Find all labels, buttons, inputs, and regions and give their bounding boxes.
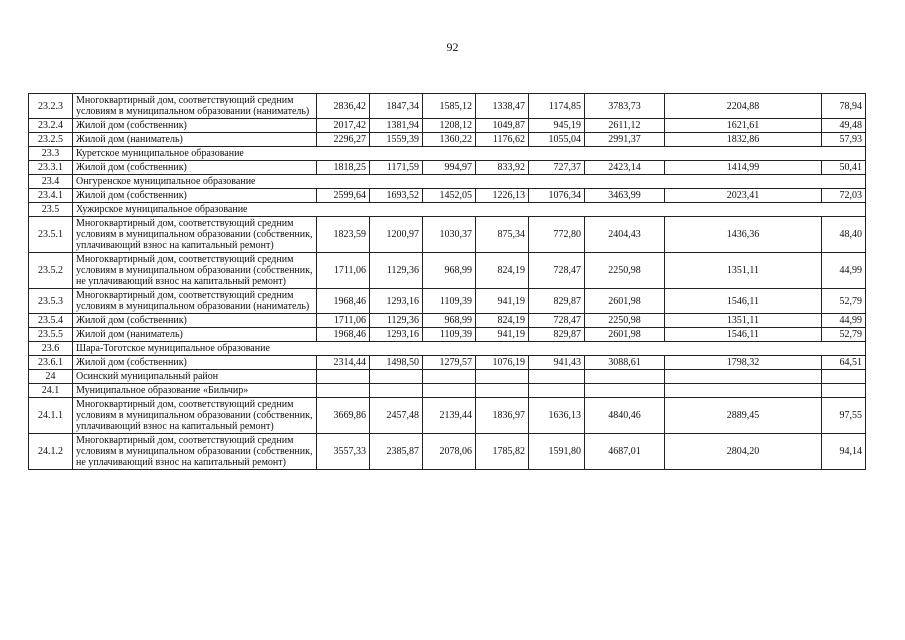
value-cell: 44,99: [822, 314, 866, 328]
row-name: Муниципальное образование «Бильчир»: [73, 384, 317, 398]
value-cell: 2250,98: [585, 314, 665, 328]
row-code: 23.4: [29, 175, 73, 189]
value-cell: 1293,16: [370, 289, 423, 314]
value-cell: 57,93: [822, 133, 866, 147]
value-cell: 3088,61: [585, 356, 665, 370]
value-cell: 3463,99: [585, 189, 665, 203]
value-cell: 1498,50: [370, 356, 423, 370]
value-cell: 941,43: [529, 356, 585, 370]
value-cell: 2804,20: [665, 434, 822, 470]
row-code: 23.5: [29, 203, 73, 217]
value-cell: 968,99: [423, 253, 476, 289]
value-cell: 1381,94: [370, 119, 423, 133]
row-name: Жилой дом (собственник): [73, 161, 317, 175]
value-cell: [423, 384, 476, 398]
value-cell: 1055,04: [529, 133, 585, 147]
row-name: Осинский муниципальный район: [73, 370, 317, 384]
value-cell: 2423,14: [585, 161, 665, 175]
row-name: Куретское муниципальное образование: [73, 147, 866, 161]
value-cell: 48,40: [822, 217, 866, 253]
row-name: Многоквартирный дом, соответствующий средним условиям в муниципальном образовании (собственник, уплачивающий взнос на капитальный ремонт): [73, 217, 317, 253]
value-cell: 1109,39: [423, 328, 476, 342]
value-cell: 1226,13: [476, 189, 529, 203]
value-cell: 833,92: [476, 161, 529, 175]
value-cell: 1591,80: [529, 434, 585, 470]
value-cell: 1109,39: [423, 289, 476, 314]
value-cell: [370, 384, 423, 398]
row-code: 23.2.4: [29, 119, 73, 133]
value-cell: 875,34: [476, 217, 529, 253]
value-cell: 727,37: [529, 161, 585, 175]
table-row: [29, 94, 866, 119]
value-cell: 1293,16: [370, 328, 423, 342]
value-cell: [585, 370, 665, 384]
value-cell: 2611,12: [585, 119, 665, 133]
row-code: 23.6: [29, 342, 73, 356]
row-name: Жилой дом (собственник): [73, 119, 317, 133]
section-row: [29, 147, 866, 161]
row-code: 23.2.5: [29, 133, 73, 147]
row-code: 24.1: [29, 384, 73, 398]
value-cell: 52,79: [822, 289, 866, 314]
row-code: 23.5.1: [29, 217, 73, 253]
value-cell: 1798,32: [665, 356, 822, 370]
row-name: Жилой дом (собственник): [73, 314, 317, 328]
value-cell: 1049,87: [476, 119, 529, 133]
value-cell: 1836,97: [476, 398, 529, 434]
value-cell: 4840,46: [585, 398, 665, 434]
value-cell: 2017,42: [317, 119, 370, 133]
row-code: 23.3.1: [29, 161, 73, 175]
row-code: 23.6.1: [29, 356, 73, 370]
value-cell: 1208,12: [423, 119, 476, 133]
row-name: Многоквартирный дом, соответствующий средним условиям в муниципальном образовании (собственник, не уплачивающий взнос на капитальный ремонт): [73, 253, 317, 289]
value-cell: 1076,34: [529, 189, 585, 203]
value-cell: 1414,99: [665, 161, 822, 175]
value-cell: 824,19: [476, 253, 529, 289]
value-cell: [476, 370, 529, 384]
value-cell: [822, 370, 866, 384]
value-cell: 1129,36: [370, 314, 423, 328]
row-code: 24: [29, 370, 73, 384]
value-cell: [423, 370, 476, 384]
value-cell: 1559,39: [370, 133, 423, 147]
row-code: 23.2.3: [29, 94, 73, 119]
section-row: [29, 342, 866, 356]
value-cell: [370, 370, 423, 384]
value-cell: 1360,22: [423, 133, 476, 147]
value-cell: 2296,27: [317, 133, 370, 147]
value-cell: 1847,34: [370, 94, 423, 119]
value-cell: 1968,46: [317, 289, 370, 314]
value-cell: 1636,13: [529, 398, 585, 434]
value-cell: 3557,33: [317, 434, 370, 470]
value-cell: 945,19: [529, 119, 585, 133]
value-cell: 2601,98: [585, 289, 665, 314]
tariff-table: [28, 93, 866, 470]
row-name: Многоквартирный дом, соответствующий средним условиям в муниципальном образовании (наниматель): [73, 289, 317, 314]
value-cell: 1174,85: [529, 94, 585, 119]
row-code: 23.4.1: [29, 189, 73, 203]
value-cell: [317, 384, 370, 398]
value-cell: [476, 384, 529, 398]
table-row: [29, 434, 866, 470]
value-cell: 2599,64: [317, 189, 370, 203]
value-cell: [529, 384, 585, 398]
value-cell: [585, 384, 665, 398]
value-cell: 2457,48: [370, 398, 423, 434]
value-cell: [665, 370, 822, 384]
value-cell: 2250,98: [585, 253, 665, 289]
value-cell: 1338,47: [476, 94, 529, 119]
row-name: Хужирское муниципальное образование: [73, 203, 866, 217]
value-cell: 1129,36: [370, 253, 423, 289]
row-name: Шара-Тоготское муниципальное образование: [73, 342, 866, 356]
row-name: Жилой дом (собственник): [73, 189, 317, 203]
value-cell: 941,19: [476, 328, 529, 342]
value-cell: 1832,86: [665, 133, 822, 147]
row-name: Жилой дом (собственник): [73, 356, 317, 370]
value-cell: 3669,86: [317, 398, 370, 434]
table-row: [29, 314, 866, 328]
value-cell: 97,55: [822, 398, 866, 434]
table-body: [29, 94, 866, 470]
value-cell: 2139,44: [423, 398, 476, 434]
value-cell: 2078,06: [423, 434, 476, 470]
row-name: Жилой дом (наниматель): [73, 328, 317, 342]
value-cell: 2023,41: [665, 189, 822, 203]
value-cell: 829,87: [529, 328, 585, 342]
value-cell: 1968,46: [317, 328, 370, 342]
value-cell: 829,87: [529, 289, 585, 314]
value-cell: 1279,57: [423, 356, 476, 370]
value-cell: 78,94: [822, 94, 866, 119]
value-cell: 2385,87: [370, 434, 423, 470]
value-cell: 941,19: [476, 289, 529, 314]
table-row: [29, 356, 866, 370]
value-cell: 3783,73: [585, 94, 665, 119]
value-cell: 824,19: [476, 314, 529, 328]
section-row: [29, 384, 866, 398]
value-cell: 1030,37: [423, 217, 476, 253]
table-row: [29, 328, 866, 342]
row-code: 23.5.4: [29, 314, 73, 328]
value-cell: 728,47: [529, 253, 585, 289]
value-cell: 1546,11: [665, 289, 822, 314]
value-cell: 1711,06: [317, 253, 370, 289]
value-cell: 64,51: [822, 356, 866, 370]
value-cell: 4687,01: [585, 434, 665, 470]
row-code: 23.5.2: [29, 253, 73, 289]
value-cell: 728,47: [529, 314, 585, 328]
row-code: 24.1.1: [29, 398, 73, 434]
value-cell: 1823,59: [317, 217, 370, 253]
value-cell: 1171,59: [370, 161, 423, 175]
value-cell: 2836,42: [317, 94, 370, 119]
row-name: Онгуренское муниципальное образование: [73, 175, 866, 189]
value-cell: 1351,11: [665, 253, 822, 289]
value-cell: 1785,82: [476, 434, 529, 470]
value-cell: 1200,97: [370, 217, 423, 253]
value-cell: 1818,25: [317, 161, 370, 175]
value-cell: 1546,11: [665, 328, 822, 342]
value-cell: 968,99: [423, 314, 476, 328]
value-cell: 1585,12: [423, 94, 476, 119]
value-cell: 44,99: [822, 253, 866, 289]
row-code: 23.3: [29, 147, 73, 161]
value-cell: 1436,36: [665, 217, 822, 253]
value-cell: 49,48: [822, 119, 866, 133]
row-code: 23.5.5: [29, 328, 73, 342]
table-row: [29, 253, 866, 289]
table-row: [29, 161, 866, 175]
row-name: Жилой дом (наниматель): [73, 133, 317, 147]
table-row: [29, 119, 866, 133]
value-cell: 772,80: [529, 217, 585, 253]
value-cell: 994,97: [423, 161, 476, 175]
row-code: 23.5.3: [29, 289, 73, 314]
table-row: [29, 189, 866, 203]
value-cell: [529, 370, 585, 384]
value-cell: 1621,61: [665, 119, 822, 133]
row-code: 24.1.2: [29, 434, 73, 470]
value-cell: 72,03: [822, 189, 866, 203]
value-cell: 1452,05: [423, 189, 476, 203]
row-name: Многоквартирный дом, соответствующий средним условиям в муниципальном образовании (наниматель): [73, 94, 317, 119]
value-cell: 2314,44: [317, 356, 370, 370]
value-cell: 1076,19: [476, 356, 529, 370]
row-name: Многоквартирный дом, соответствующий средним условиям в муниципальном образовании (собственник, не уплачивающий взнос на капитальный ремонт): [73, 434, 317, 470]
value-cell: 1176,62: [476, 133, 529, 147]
value-cell: [317, 370, 370, 384]
value-cell: 1351,11: [665, 314, 822, 328]
value-cell: [665, 384, 822, 398]
value-cell: 1693,52: [370, 189, 423, 203]
section-row: [29, 175, 866, 189]
value-cell: 2204,88: [665, 94, 822, 119]
value-cell: 2404,43: [585, 217, 665, 253]
value-cell: 1711,06: [317, 314, 370, 328]
value-cell: 94,14: [822, 434, 866, 470]
value-cell: 2601,98: [585, 328, 665, 342]
value-cell: 2991,37: [585, 133, 665, 147]
table-row: [29, 217, 866, 253]
section-row: [29, 203, 866, 217]
value-cell: 2889,45: [665, 398, 822, 434]
table-row: [29, 289, 866, 314]
row-name: Многоквартирный дом, соответствующий средним условиям в муниципальном образовании (собственник, уплачивающий взнос на капитальный ремонт): [73, 398, 317, 434]
section-row: [29, 370, 866, 384]
table-row: [29, 133, 866, 147]
value-cell: 50,41: [822, 161, 866, 175]
page-number: 92: [446, 40, 459, 54]
table-row: [29, 398, 866, 434]
value-cell: 52,79: [822, 328, 866, 342]
value-cell: [822, 384, 866, 398]
